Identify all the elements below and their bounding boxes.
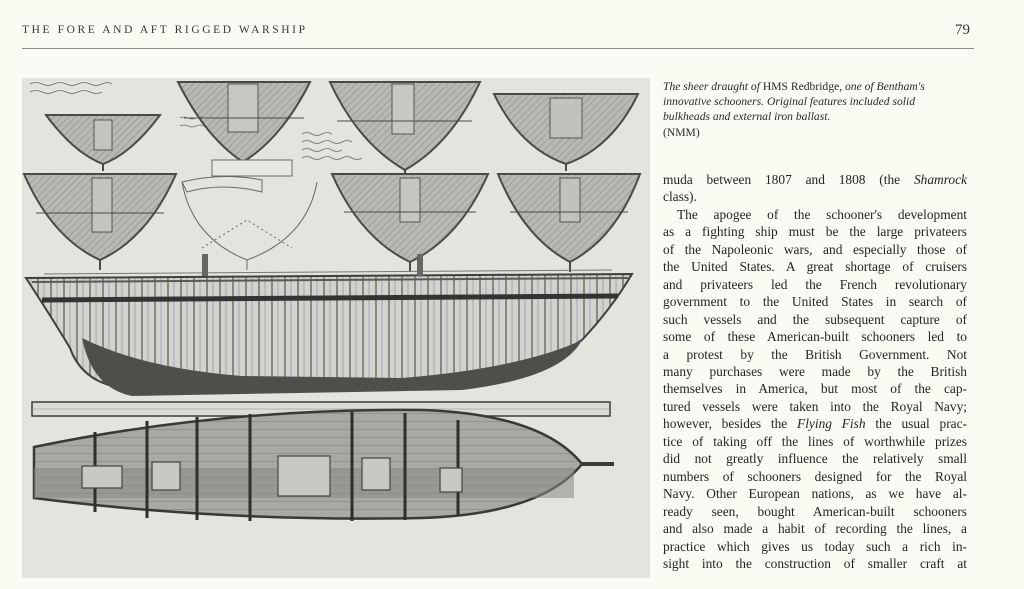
page-number: 79 xyxy=(955,22,970,38)
body-line: muda between 1807 and 1808 (the Shamrock xyxy=(663,172,967,187)
body-line: many purchases were made by the British xyxy=(663,363,967,379)
body-line: a protest by the British Government. Not xyxy=(663,346,967,362)
figure-caption xyxy=(663,79,963,140)
header-rule xyxy=(22,48,974,49)
caption-text-2: , one of Bentham's innovative schooners. Original features included solid bulkheads and external iron ballast. xyxy=(663,80,925,124)
body-line: class). xyxy=(663,189,697,205)
body-line: of the Napoleonic wars, and especially those of xyxy=(663,241,967,257)
body-text-column xyxy=(663,171,967,572)
caption-hms: HMS xyxy=(762,80,788,93)
body-line: however, besides the Flying Fish the usual prac- xyxy=(663,416,968,432)
caption-ship-name: Redbridge xyxy=(787,80,840,93)
ship-draught-figure xyxy=(22,78,650,578)
caption-credit: (NMM) xyxy=(663,125,700,139)
body-line: the United States. A great shortage of cruisers xyxy=(663,259,967,275)
caption-text-1: The sheer draught of xyxy=(663,80,763,93)
body-line: did not greatly influence the relatively small xyxy=(663,451,967,467)
running-head: THE FORE AND AFT RIGGED WARSHIP xyxy=(22,24,308,36)
ship-draught-illustration xyxy=(22,78,650,578)
body-line: and privateers led the French revolutionary xyxy=(663,276,967,292)
body-line: tured vessels were taken into the Royal Navy; xyxy=(663,398,967,414)
body-line: Navy. Other European nations, as we have al- xyxy=(663,486,967,502)
body-line: such vessels and the subsequent capture of xyxy=(663,311,967,327)
body-line: practice which gives us today such a rich in- xyxy=(663,538,967,554)
body-line: themselves in America, but most of the cap- xyxy=(663,381,967,397)
body-line: tice of taking off the lines of worthwhile prizes xyxy=(663,433,967,449)
body-line: some of these American-built schooners led to xyxy=(663,329,967,345)
body-line: as a fighting ship must be the large privateers xyxy=(663,224,967,240)
body-line: and also made a habit of recording the lines, a xyxy=(663,521,967,537)
body-line: government to the United States in search of xyxy=(663,294,967,310)
body-line: sight into the construction of smaller craft at xyxy=(663,555,967,571)
body-line: ready seen, bought American-built schooners xyxy=(663,503,967,519)
body-line: numbers of schooners designed for the Royal xyxy=(663,468,967,484)
body-line: The apogee of the schooner's development xyxy=(677,206,967,222)
